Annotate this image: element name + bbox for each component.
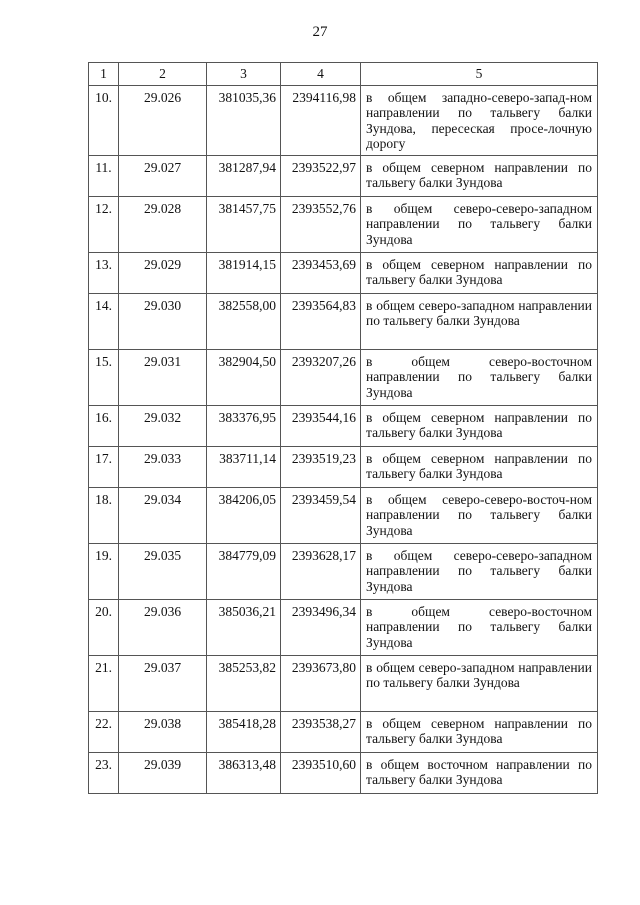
- table-header-row: [89, 63, 598, 86]
- header-col-4: 4: [281, 63, 361, 86]
- boundary-description: в общем северо-северо-западном направлении по тальвегу балки Зундова: [361, 196, 598, 252]
- coordinate-x: 381287,94: [207, 155, 281, 196]
- point-number: 29.027: [119, 155, 207, 196]
- coordinate-x: 382904,50: [207, 349, 281, 405]
- coordinate-y: 2393496,34: [281, 599, 361, 655]
- header-col-5: 5: [361, 63, 598, 86]
- coordinate-y: 2393453,69: [281, 252, 361, 293]
- coordinate-x: 383711,14: [207, 446, 281, 487]
- boundary-description: в общем северном направлении по тальвегу балки Зундова: [361, 405, 598, 446]
- boundary-description: в общем восточном направлении по тальвегу балки Зундова: [361, 752, 598, 793]
- header-col-3: 3: [207, 63, 281, 86]
- table-row: [89, 752, 598, 793]
- boundary-description: в общем северном направлении по тальвегу балки Зундова: [361, 711, 598, 752]
- boundary-description: в общем северо-восточном направлении по тальвегу балки Зундова: [361, 349, 598, 405]
- coordinate-y: 2393544,16: [281, 405, 361, 446]
- row-number: 19.: [89, 543, 119, 599]
- table-row: [89, 655, 598, 711]
- row-number: 14.: [89, 293, 119, 349]
- coordinate-x: 384206,05: [207, 487, 281, 543]
- row-number: 13.: [89, 252, 119, 293]
- point-number: 29.036: [119, 599, 207, 655]
- boundary-description: в общем северном направлении по тальвегу балки Зундова: [361, 446, 598, 487]
- boundary-description-table: [88, 62, 598, 794]
- coordinate-x: 384779,09: [207, 543, 281, 599]
- coordinate-y: 2393564,83: [281, 293, 361, 349]
- coordinate-x: 381914,15: [207, 252, 281, 293]
- coordinate-x: 386313,48: [207, 752, 281, 793]
- coordinate-y: 2393552,76: [281, 196, 361, 252]
- point-number: 29.037: [119, 655, 207, 711]
- table-row: [89, 405, 598, 446]
- table-row: [89, 85, 598, 155]
- boundary-description: в общем северо-западном направлении по тальвегу балки Зундова: [361, 293, 598, 349]
- coordinate-y: 2393519,23: [281, 446, 361, 487]
- boundary-description: в общем северном направлении по тальвегу балки Зундова: [361, 252, 598, 293]
- point-number: 29.029: [119, 252, 207, 293]
- point-number: 29.035: [119, 543, 207, 599]
- point-number: 29.039: [119, 752, 207, 793]
- point-number: 29.031: [119, 349, 207, 405]
- coordinate-y: 2393628,17: [281, 543, 361, 599]
- header-col-1: 1: [89, 63, 119, 86]
- point-number: 29.026: [119, 85, 207, 155]
- coordinate-y: 2393673,80: [281, 655, 361, 711]
- coordinate-y: 2393538,27: [281, 711, 361, 752]
- table-row: [89, 293, 598, 349]
- row-number: 16.: [89, 405, 119, 446]
- boundary-description: в общем северо-северо-восточ-ном направлении по тальвегу балки Зундова: [361, 487, 598, 543]
- coordinate-x: 385036,21: [207, 599, 281, 655]
- row-number: 21.: [89, 655, 119, 711]
- coordinate-x: 381035,36: [207, 85, 281, 155]
- table-row: [89, 599, 598, 655]
- table-row: [89, 446, 598, 487]
- row-number: 18.: [89, 487, 119, 543]
- row-number: 23.: [89, 752, 119, 793]
- boundary-description: в общем северо-западном направлении по тальвегу балки Зундова: [361, 655, 598, 711]
- table-row: [89, 543, 598, 599]
- point-number: 29.030: [119, 293, 207, 349]
- row-number: 15.: [89, 349, 119, 405]
- table-row: [89, 155, 598, 196]
- row-number: 11.: [89, 155, 119, 196]
- row-number: 10.: [89, 85, 119, 155]
- coordinate-y: 2393207,26: [281, 349, 361, 405]
- header-col-2: 2: [119, 63, 207, 86]
- row-number: 20.: [89, 599, 119, 655]
- point-number: 29.033: [119, 446, 207, 487]
- coordinate-y: 2394116,98: [281, 85, 361, 155]
- coordinate-x: 383376,95: [207, 405, 281, 446]
- coordinate-y: 2393522,97: [281, 155, 361, 196]
- coordinate-y: 2393510,60: [281, 752, 361, 793]
- row-number: 12.: [89, 196, 119, 252]
- table-row: [89, 487, 598, 543]
- boundary-description: в общем северном направлении по тальвегу балки Зундова: [361, 155, 598, 196]
- point-number: 29.028: [119, 196, 207, 252]
- coordinate-x: 382558,00: [207, 293, 281, 349]
- coordinate-x: 385418,28: [207, 711, 281, 752]
- point-number: 29.038: [119, 711, 207, 752]
- table-row: [89, 252, 598, 293]
- boundary-description: в общем западно-северо-запад-ном направлении по тальвегу балки Зундова, пересеская просе-лочную дорогу: [361, 85, 598, 155]
- page-number: 27: [312, 24, 328, 40]
- table-row: [89, 711, 598, 752]
- table-row: [89, 196, 598, 252]
- point-number: 29.034: [119, 487, 207, 543]
- table-row: [89, 349, 598, 405]
- row-number: 17.: [89, 446, 119, 487]
- coordinate-x: 381457,75: [207, 196, 281, 252]
- boundary-description: в общем северо-северо-западном направлении по тальвегу балки Зундова: [361, 543, 598, 599]
- point-number: 29.032: [119, 405, 207, 446]
- row-number: 22.: [89, 711, 119, 752]
- coordinate-x: 385253,82: [207, 655, 281, 711]
- boundary-description: в общем северо-восточном направлении по тальвегу балки Зундова: [361, 599, 598, 655]
- coordinate-y: 2393459,54: [281, 487, 361, 543]
